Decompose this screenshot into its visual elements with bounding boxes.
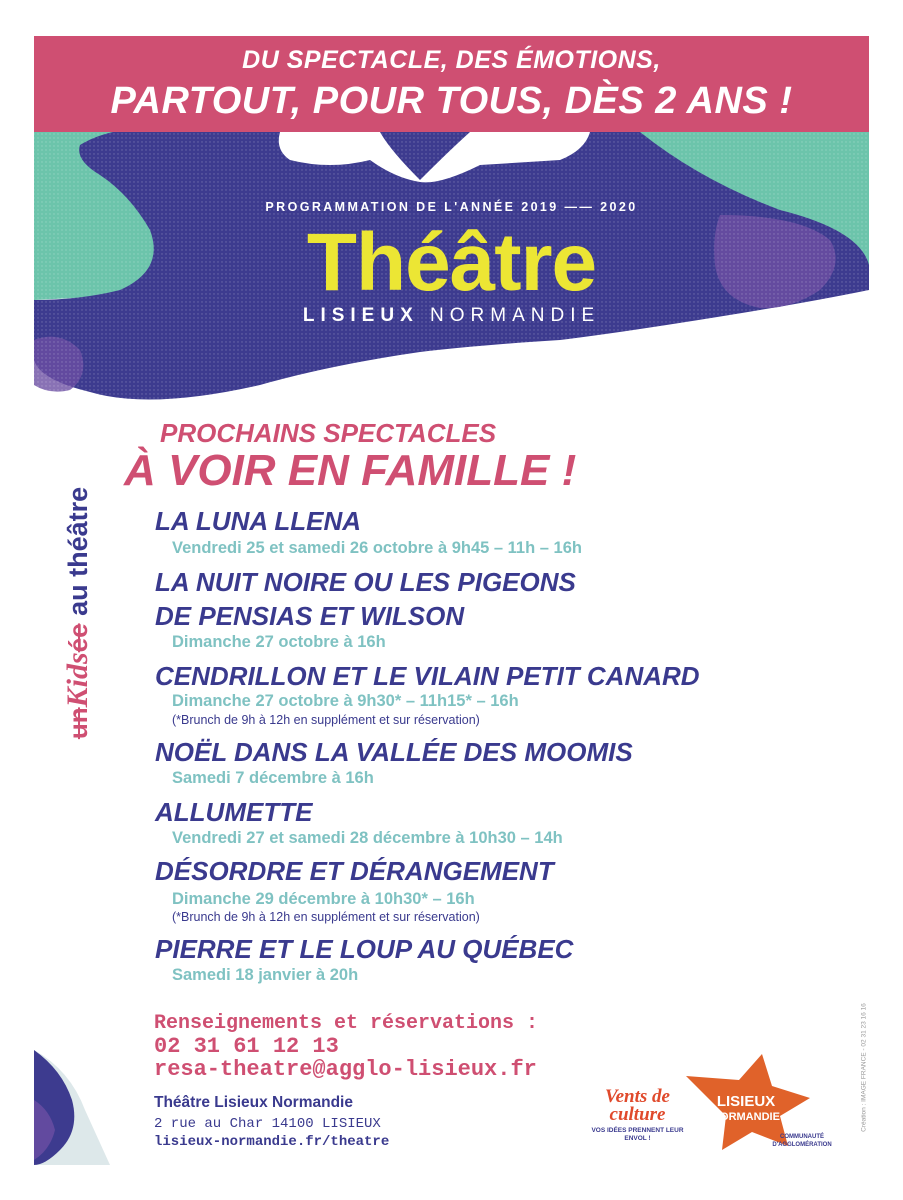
- lisieux-logo-line-1: LISIEUX: [716, 1093, 776, 1110]
- logo-sub-bold: LISIEUX: [302, 305, 419, 326]
- show-title: DÉSORDRE ET DÉRANGEMENT: [155, 856, 554, 886]
- theatre-logo-word: Théâtre: [306, 217, 597, 308]
- show-date: Dimanche 29 décembre à 10h30* – 16h: [172, 890, 475, 908]
- venue-address: 2 rue au Char 14100 LISIEUX: [154, 1116, 381, 1132]
- show-note: (*Brunch de 9h à 12h en supplément et sur réservation): [172, 910, 480, 924]
- top-banner: [34, 36, 869, 132]
- heading-prochains-spectacles: PROCHAINS SPECTACLES: [160, 418, 497, 448]
- vents-logo-line-2: culture: [609, 1104, 666, 1125]
- vents-logo-tagline: VOS IDÉES PRENNENT LEUR ENVOL !: [591, 1127, 684, 1142]
- programmation-label: PROGRAMMATION DE L'ANNÉE 2019 —— 2020: [265, 200, 638, 214]
- show-date: Samedi 7 décembre à 16h: [172, 769, 374, 787]
- show-title: LA LUNA LLENA: [155, 506, 362, 536]
- lisieux-normandie-logo: [684, 1046, 832, 1156]
- logo-sub-light: NORMANDIE: [430, 305, 601, 326]
- show-date: Dimanche 27 octobre à 9h30* – 11h15* – 16h: [172, 692, 519, 710]
- show-note: (*Brunch de 9h à 12h en supplément et sur réservation): [172, 713, 480, 727]
- side-label-kids-au-theatre: [61, 433, 95, 793]
- vents-de-culture-logo: [590, 1088, 685, 1143]
- show-title-line-2: DE PENSIAS ET WILSON: [155, 601, 465, 631]
- phone-number[interactable]: 02 31 61 12 13: [154, 1034, 339, 1059]
- website-link[interactable]: lisieux-normandie.fr/theatre: [154, 1134, 390, 1150]
- banner-line-2: PARTOUT, POUR TOUS, DÈS 2 ANS !: [110, 80, 793, 122]
- venue-name: Théâtre Lisieux Normandie: [154, 1094, 353, 1111]
- show-date: Vendredi 27 et samedi 28 décembre à 10h30 – 14h: [172, 829, 563, 847]
- credits-text: Création : IMAGE FRANCE - 02 31 23 16 16: [860, 1003, 868, 1132]
- side-label-strike-2: ée: [63, 623, 93, 653]
- side-label-kids: Kids: [61, 652, 94, 708]
- banner-line-1: DU SPECTACLE, DES ÉMOTIONS,: [242, 46, 661, 74]
- side-label-rest: au théâtre: [63, 486, 93, 624]
- side-label-strike: un: [63, 707, 93, 740]
- lisieux-logo-line-2: NORMANDIE: [712, 1111, 780, 1123]
- heading-voir-en-famille: À VOIR EN FAMILLE !: [124, 446, 577, 495]
- show-title: PIERRE ET LE LOUP AU QUÉBEC: [155, 934, 574, 964]
- show-date: Dimanche 27 octobre à 16h: [172, 633, 386, 651]
- email-link[interactable]: resa-theatre@agglo-lisieux.fr: [154, 1057, 537, 1082]
- show-title: LA NUIT NOIRE OU LES PIGEONS: [155, 567, 576, 597]
- vents-logo-line-1: Vents de: [605, 1086, 670, 1107]
- show-title: NOËL DANS LA VALLÉE DES MOOMIS: [155, 737, 633, 767]
- theatre-logo-subtitle: [0, 305, 903, 327]
- show-date: Samedi 18 janvier à 20h: [172, 966, 359, 984]
- show-title: CENDRILLON ET LE VILAIN PETIT CANARD: [155, 661, 700, 691]
- lisieux-logo-tag-2: D'AGGLOMÉRATION: [772, 1142, 832, 1148]
- info-title: Renseignements et réservations :: [154, 1012, 539, 1035]
- show-date: Vendredi 25 et samedi 26 octobre à 9h45 – 11h – 16h: [172, 539, 582, 557]
- lisieux-logo-tag-1: COMMUNAUTÉ: [780, 1134, 824, 1140]
- show-title: ALLUMETTE: [155, 797, 313, 827]
